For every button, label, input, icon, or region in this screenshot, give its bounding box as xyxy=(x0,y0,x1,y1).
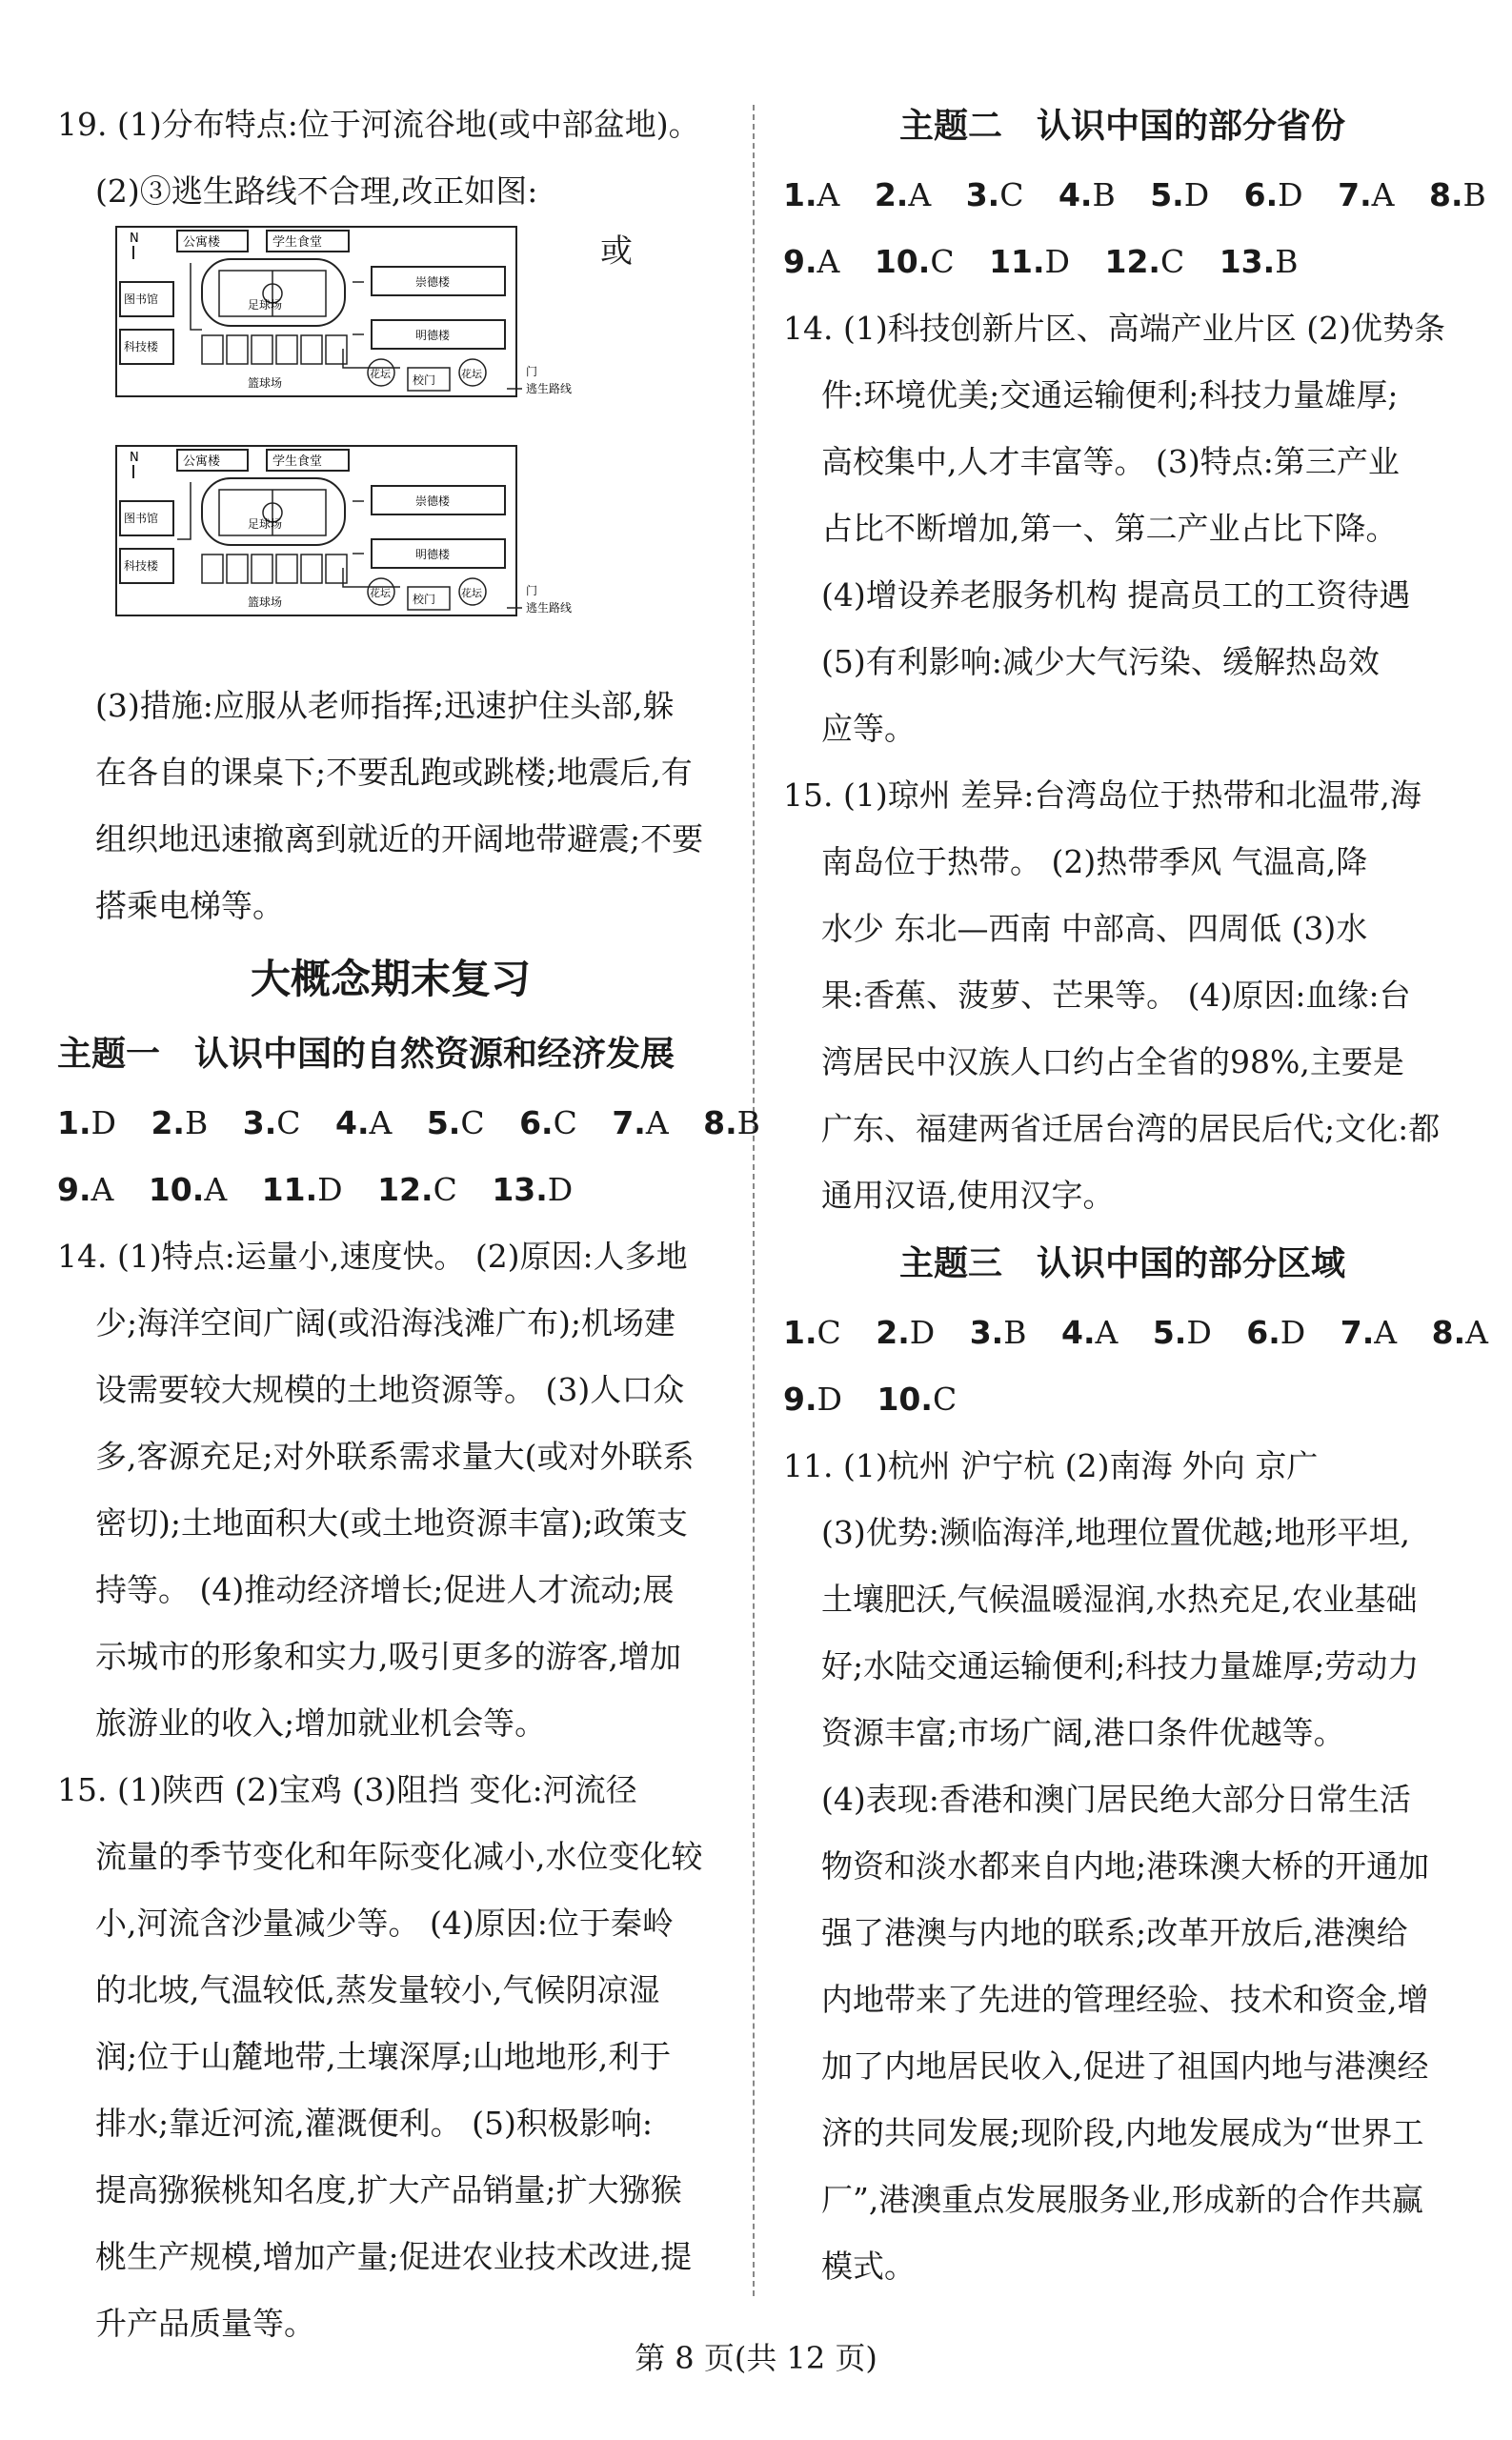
page-footer: 第 8 页(共 12 页) xyxy=(635,2340,877,2376)
topic2-q15-line-1: 15. (1)琼州 差异:台湾岛位于热带和北温带,海 xyxy=(783,776,1421,814)
topic1-q15-line-4: 的北坡,气温较低,蒸发量较小,气候阴凉湿 xyxy=(95,1971,660,2008)
campus-map-figure xyxy=(57,225,724,673)
topic1-q14-line-2: 少;海洋空间广阔(或沿海浅滩广布);机场建 xyxy=(95,1304,675,1341)
topic1-mcq-row-2: 9.A 10.A 11.D 12.C 13.D xyxy=(57,1171,574,1208)
svg-text:崇德楼: 崇德楼 xyxy=(415,275,451,289)
topic3-q11-line-7: 物资和淡水都来自内地;港珠澳大桥的开通加 xyxy=(821,1847,1430,1885)
topic1-q14-line-7: 示城市的形象和实力,吸引更多的游客,增加 xyxy=(95,1638,681,1675)
column-divider xyxy=(753,105,755,2296)
topic3-q11-line-1: 11. (1)杭州 沪宁杭 (2)南海 外向 京广 xyxy=(783,1447,1319,1484)
topic3-q11-line-2: (3)优势:濒临海洋,地理位置优越;地形平坦, xyxy=(821,1514,1410,1551)
topic3-q11-line-6: (4)表现:香港和澳门居民绝大部分日常生活 xyxy=(821,1781,1411,1818)
q19-line-1: 19. (1)分布特点:位于河流谷地(或中部盆地)。 xyxy=(57,106,700,143)
topic1-q15-line-8: 桃生产规模,增加产量;促进农业技术改进,提 xyxy=(95,2238,693,2275)
topic1-q14-line-8: 旅游业的收入;增加就业机会等。 xyxy=(95,1704,547,1742)
topic3-q11-line-3: 土壤肥沃,气候温暖湿润,水热充足,农业基础 xyxy=(821,1581,1418,1618)
topic1-q15-line-7: 提高猕猴桃知名度,扩大产品销量;扩大猕猴 xyxy=(95,2171,682,2208)
svg-text:图书馆: 图书馆 xyxy=(124,292,159,306)
topic2-mcq-row-1: 1.A 2.A 3.C 4.B 5.D 6.D 7.A 8.B xyxy=(783,176,1486,213)
topic1-q15-line-6: 排水;靠近河流,灌溉便利。 (5)积极影响: xyxy=(95,2105,653,2142)
topic2-q15-line-6: 广东、福建两省迁居台湾的居民后代;文化:都 xyxy=(821,1110,1441,1147)
q19-line-4: 在各自的课桌下;不要乱跑或跳楼;地震后,有 xyxy=(95,754,693,791)
topic2-q15-line-2: 南岛位于热带。 (2)热带季风 气温高,降 xyxy=(821,843,1368,880)
svg-text:花坛: 花坛 xyxy=(370,368,391,380)
topic2-q14-line-4: 占比不断增加,第一、第二产业占比下降。 xyxy=(821,510,1398,547)
topic1-q14-line-1: 14. (1)特点:运量小,速度快。 (2)原因:人多地 xyxy=(57,1238,688,1275)
topic2-q15-line-3: 水少 东北—西南 中部高、四周低 (3)水 xyxy=(821,910,1368,947)
topic2-q15-line-4: 果:香蕉、菠萝、芒果等。 (4)原因:血缘:台 xyxy=(821,977,1411,1014)
topic3-q11-line-8: 强了港澳与内地的联系;改革开放后,港澳给 xyxy=(821,1914,1408,1951)
campus-map-1 xyxy=(114,225,572,415)
svg-text:科技楼: 科技楼 xyxy=(124,340,159,353)
or-label: 或 xyxy=(600,232,633,271)
campus-map-2 xyxy=(114,444,572,635)
svg-text:篮球场: 篮球场 xyxy=(248,376,283,390)
svg-text:明德楼: 明德楼 xyxy=(415,548,451,561)
q19-line-2: (2)③逃生路线不合理,改正如图: xyxy=(95,172,538,210)
svg-text:学生食堂: 学生食堂 xyxy=(272,454,323,469)
left-column xyxy=(57,91,760,2357)
topic2-q14-line-7: 应等。 xyxy=(821,710,916,747)
review-title: 大概念期末复习 xyxy=(250,956,531,1002)
topic2-q14-line-2: 件:环境优美;交通运输便利;科技力量雄厚; xyxy=(821,376,1399,413)
topic3-q11-line-13: 模式。 xyxy=(821,2248,916,2285)
svg-text:N: N xyxy=(130,451,139,465)
svg-text:校门: 校门 xyxy=(413,373,436,387)
q19-line-6: 搭乘电梯等。 xyxy=(95,887,284,924)
topic-2-title: 主题二 认识中国的部分省份 xyxy=(898,107,1345,146)
topic1-q14-line-3: 设需要较大规模的土地资源等。 (3)人口众 xyxy=(95,1371,685,1408)
svg-text:科技楼: 科技楼 xyxy=(124,559,159,573)
svg-text:足球场: 足球场 xyxy=(248,298,283,312)
svg-text:校门: 校门 xyxy=(413,593,436,606)
topic3-q11-line-9: 内地带来了先进的管理经验、技术和资金,增 xyxy=(821,1981,1429,2018)
svg-text:学生食堂: 学生食堂 xyxy=(272,235,323,250)
topic1-mcq-row-1: 1.D 2.B 3.C 4.A 5.C 6.C 7.A 8.B xyxy=(57,1104,760,1141)
topic2-q15-line-7: 通用汉语,使用汉字。 xyxy=(821,1177,1115,1214)
topic3-mcq-row-2: 9.D 10.C xyxy=(783,1381,958,1418)
topic1-q15-line-9: 升产品质量等。 xyxy=(95,2305,315,2342)
topic1-q14-line-6: 持等。 (4)推动经济增长;促进人才流动;展 xyxy=(95,1571,675,1608)
svg-text:明德楼: 明德楼 xyxy=(415,329,451,342)
topic3-mcq-row-1: 1.C 2.D 3.B 4.A 5.D 6.D 7.A 8.A xyxy=(783,1314,1488,1351)
topic2-q14-line-6: (5)有利影响:减少大气污染、缓解热岛效 xyxy=(821,643,1380,680)
svg-text:公寓楼: 公寓楼 xyxy=(183,454,221,469)
svg-text:逃生路线: 逃生路线 xyxy=(526,601,572,615)
topic2-q14-line-3: 高校集中,人才丰富等。 (3)特点:第三产业 xyxy=(821,443,1400,480)
topic1-q15-line-1: 15. (1)陕西 (2)宝鸡 (3)阻挡 变化:河流径 xyxy=(57,1771,637,1808)
topic2-q15-line-5: 湾居民中汉族人口约占全省的98%,主要是 xyxy=(821,1043,1404,1080)
topic3-q11-line-5: 资源丰富;市场广阔,港口条件优越等。 xyxy=(821,1714,1345,1751)
topic2-q14-line-1: 14. (1)科技创新片区、高端产业片区 (2)优势条 xyxy=(783,310,1445,347)
topic1-q15-line-5: 润;位于山麓地带,土壤深厚;山地地形,利于 xyxy=(95,2038,672,2075)
topic-3-title: 主题三 认识中国的部分区域 xyxy=(898,1244,1345,1283)
svg-text:逃生路线: 逃生路线 xyxy=(526,382,572,395)
right-column xyxy=(783,91,1488,2300)
topic2-q14-line-5: (4)增设养老服务机构 提高员工的工资待遇 xyxy=(821,576,1411,614)
topic-1-title: 主题一 认识中国的自然资源和经济发展 xyxy=(57,1035,675,1074)
topic3-q11-line-12: 厂”,港澳重点发展服务业,形成新的合作共赢 xyxy=(821,2181,1423,2218)
svg-text:崇德楼: 崇德楼 xyxy=(415,494,451,508)
topic2-mcq-row-2: 9.A 10.C 11.D 12.C 13.B xyxy=(783,243,1299,280)
svg-text:足球场: 足球场 xyxy=(248,517,283,531)
svg-text:篮球场: 篮球场 xyxy=(248,595,283,609)
topic1-q15-line-2: 流量的季节变化和年际变化减小,水位变化较 xyxy=(95,1838,703,1875)
north-label: N xyxy=(130,232,139,246)
svg-text:花坛: 花坛 xyxy=(370,587,391,599)
topic3-q11-line-11: 济的共同发展;现阶段,内地发展成为“世界工 xyxy=(821,2114,1424,2151)
topic1-q15-line-3: 小,河流含沙量减少等。 (4)原因:位于秦岭 xyxy=(95,1905,674,1942)
topic3-q11-line-10: 加了内地居民收入,促进了祖国内地与港澳经 xyxy=(821,2047,1429,2085)
svg-text:图书馆: 图书馆 xyxy=(124,512,159,525)
svg-text:门: 门 xyxy=(526,365,538,378)
svg-text:门: 门 xyxy=(526,584,538,597)
topic3-q11-line-4: 好;水陆交通运输便利;科技力量雄厚;劳动力 xyxy=(821,1647,1420,1684)
q19-line-5: 组织地迅速撤离到就近的开阔地带避震;不要 xyxy=(95,820,704,857)
q19-line-3: (3)措施:应服从老师指挥;迅速护住头部,躲 xyxy=(95,687,675,724)
svg-text:公寓楼: 公寓楼 xyxy=(183,235,221,250)
svg-text:花坛: 花坛 xyxy=(461,368,482,380)
svg-text:花坛: 花坛 xyxy=(461,587,482,599)
topic1-q14-line-4: 多,客源充足;对外联系需求量大(或对外联系 xyxy=(95,1438,695,1475)
topic1-q14-line-5: 密切);土地面积大(或土地资源丰富);政策支 xyxy=(95,1504,688,1542)
